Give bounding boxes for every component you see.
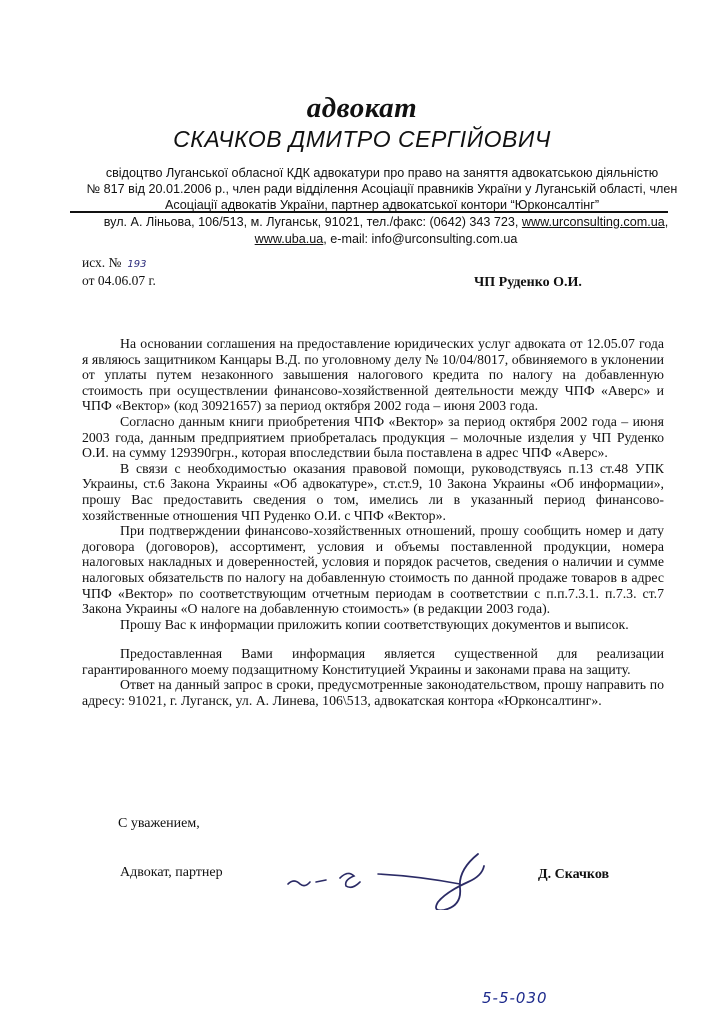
certificate-info [80,165,684,213]
header-divider [70,211,668,213]
document-role-title: адвокат [306,92,418,124]
body-paragraph: На основании соглашения на предоставление юридических услуг адвоката от 12.05.07 года я являюсь защитником Канцары В.Д. по уголовному делу № 10/04/8017, обвиняемого в уклонении от уплаты путем незаконного завышения налогового кредита по налогу на добавленную стоимость при осуществлении финансово-хозяйственной деятельности между ЧПФ «Аверс» и ЧПФ «Вектор» (код 30921657) за период октября 2002 года – июня 2003 года. [82,336,664,414]
outgoing-label: исх. № [82,255,122,270]
body-paragraph: При подтверждении финансово-хозяйственных отношений, прошу сообщить номер и дату договора (договоров), ассортимент, условия и объемы поставленной продукции, номера налоговых накладных и доверенностей, условия и порядок расчетов, сведения о наличии и сумме налоговых обязательств по налогу на добавленную стоимость по данной продаже товаров в адрес ЧПФ «Вектор» по соответствующим отчетным периодам в соответствии с п.п.7.3.1. п.7.3. ст.7 Закона Украины «О налоге на добавленную стоимость» (в редакции 2003 года). [82,523,664,617]
website-link-urconsulting[interactable]: www.urconsulting.com.ua [521,215,665,229]
body-paragraph: Согласно данным книги приобретения ЧПФ «Вектор» за период октября 2002 года – июня 2003 года, данным предприятием приобреталась продукция – молочные изделия у ЧП Руденко О.И. на сумму 129390грн., которая впоследствии была поставлена в адрес ЧПФ «Аверс». [82,413,664,461]
outgoing-date: от 04.06.07 г. [82,273,156,288]
signatory-name: Д. Скачков [538,867,610,882]
website-link-uba[interactable]: www.uba.ua [254,232,324,246]
closing-phrase: С уважением, [118,816,200,831]
outgoing-number-handwritten: 193 [127,259,147,270]
recipient: ЧП Руденко О.И. [474,275,582,290]
handwritten-registration-number: 5-5-030 [482,989,548,1007]
body-paragraph: Ответ на данный запрос в сроки, предусмотренные законодательством, прошу направить по адресу: 91021, г. Луганск, ул. А. Линева, 106\513, адвокатская контора «Юрконсалтинг». [82,677,664,709]
signatory-role: Адвокат, партнер [120,865,223,880]
contact-separator: , [664,215,669,229]
handwritten-signature [282,848,512,910]
body-paragraph: В связи с необходимостью оказания правовой помощи, руководствуясь п.13 ст.48 УПК Украины, ст.6 Закона Украины «Об адвокатуре», ст.ст.9, 10 Закона Украины «Об информации», прошу Вас предоставить сведения о том, имелись ли в указанный период финансово-хозяйственные отношения ЧП Руденко О.И. с ЧПФ «Вектор». [82,460,664,523]
contact-info [86,214,686,248]
body-paragraph: Прошу Вас к информации приложить копии соответствующих документов и выписок. [120,616,629,632]
attorney-name: СКАЧКОВ ДМИТРО СЕРГІЙОВИЧ [173,126,551,152]
letter-body [82,336,664,709]
contact-address: вул. А. Ліньова, 106/513, м. Луганськ, 91021, тел./факс: (0642) 343 723, [103,215,522,229]
outgoing-reference [82,255,156,289]
contact-email: , e-mail: info@urconsulting.com.ua [323,232,518,246]
body-paragraph: Предоставленная Вами информация является существенной для реализации гарантированного моему подзащитному Конституцией Украины и законами права на защиту. [82,646,664,677]
certificate-line: № 817 від 20.01.2006 р., член ради відділення Асоціації правників України у Луганській області, член [86,182,678,196]
certificate-line: Асоціації адвокатів України, партнер адвокатської контори “Юрконсалтінг” [164,198,600,212]
certificate-line: свідоцтво Луганської обласної КДК адвокатури про право на заняття адвокатською діяльністю [105,166,659,180]
